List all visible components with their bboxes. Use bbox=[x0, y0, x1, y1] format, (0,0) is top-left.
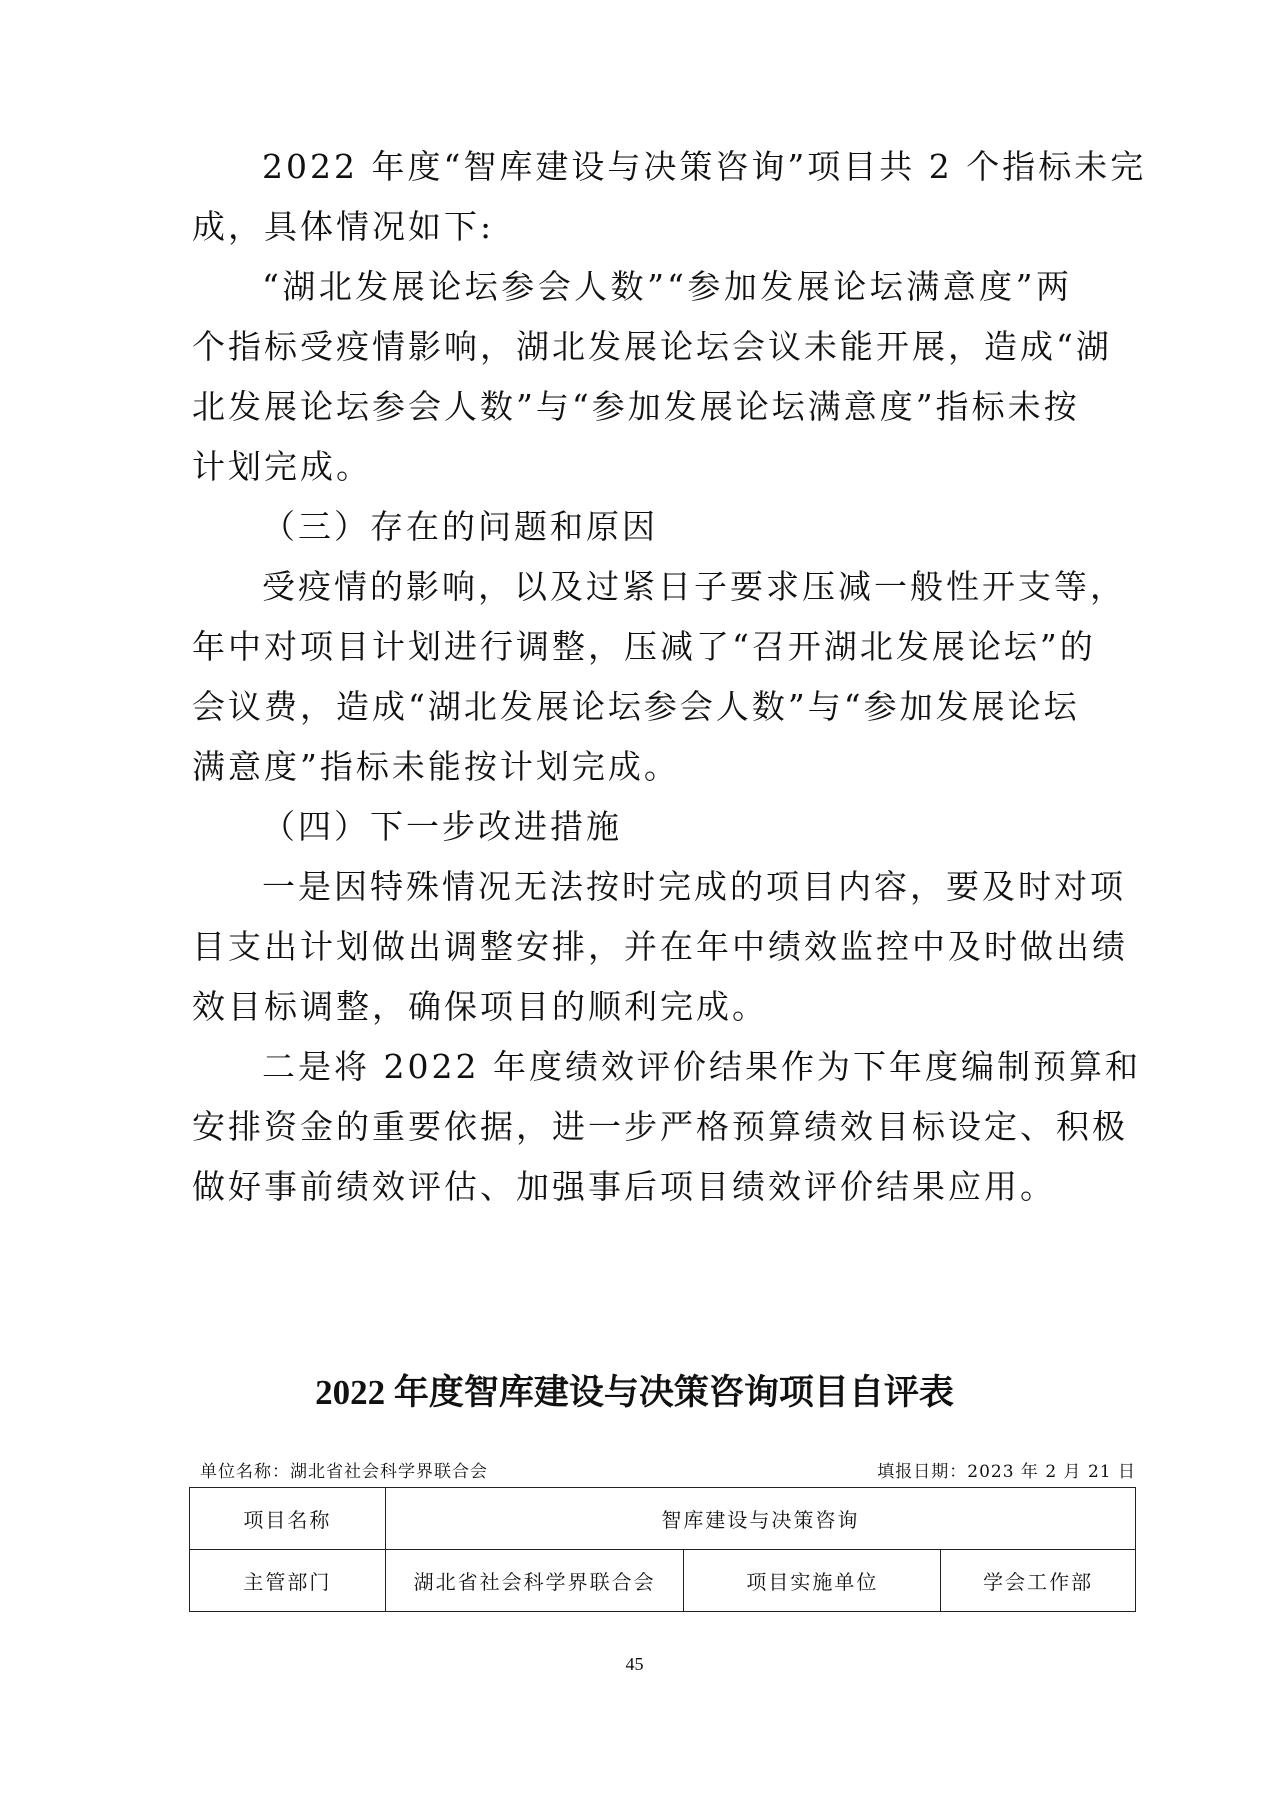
text-line: 效目标调整，确保项目的顺利完成。 bbox=[192, 987, 768, 1026]
text-line: 北发展论坛参会人数”与“参加发展论坛满意度”指标未按 bbox=[192, 387, 1080, 426]
text-line: 满意度”指标未能按计划完成。 bbox=[192, 747, 680, 786]
page-number: 45 bbox=[625, 1654, 644, 1674]
table-cell-value: 智库建设与决策咨询 bbox=[385, 1488, 1135, 1550]
text-line: 年中对项目计划进行调整，压减了“召开湖北发展论坛”的 bbox=[192, 627, 1096, 666]
self-evaluation-table bbox=[189, 1487, 1136, 1612]
text-line: 受疫情的影响，以及过紧日子要求压减一般性开支等， bbox=[262, 567, 1126, 606]
text-line: 个指标受疫情影响，湖北发展论坛会议未能开展，造成“湖 bbox=[192, 327, 1112, 366]
section-heading-4 bbox=[192, 797, 1072, 857]
heading-text: （四）下一步改进措施 bbox=[262, 807, 622, 846]
paragraph-2 bbox=[192, 257, 1112, 497]
text-line: 二是将 2022 年度绩效评价结果作为下年度编制预算和 bbox=[262, 1047, 1141, 1086]
table-cell-value: 学会工作部 bbox=[941, 1550, 1136, 1612]
table-cell-value: 湖北省社会科学界联合会 bbox=[385, 1550, 684, 1612]
text-line: 会议费，造成“湖北发展论坛参会人数”与“参加发展论坛 bbox=[192, 687, 1080, 726]
text-line: 2022 年度“智库建设与决策咨询”项目共 2 个指标未完 bbox=[262, 147, 1147, 186]
text-line: 目支出计划做出调整安排，并在年中绩效监控中及时做出绩 bbox=[192, 927, 1128, 966]
table-title: 2022 年度智库建设与决策咨询项目自评表 bbox=[315, 1373, 954, 1412]
paragraph-4 bbox=[192, 857, 1128, 1037]
text-line: 成，具体情况如下: bbox=[192, 207, 495, 246]
table-row bbox=[190, 1550, 1136, 1612]
table-cell-label: 主管部门 bbox=[190, 1550, 386, 1612]
text-line: 计划完成。 bbox=[192, 447, 372, 486]
text-line: 一是因特殊情况无法按时完成的项目内容，要及时对项 bbox=[262, 867, 1126, 906]
table-cell-label: 项目实施单位 bbox=[684, 1550, 941, 1612]
paragraph-1 bbox=[192, 137, 1147, 257]
table-row bbox=[190, 1488, 1136, 1550]
fill-date: 填报日期：2023 年 2 月 21 日 bbox=[877, 1462, 1136, 1482]
text-line: “湖北发展论坛参会人数”“参加发展论坛满意度”两 bbox=[262, 267, 1072, 306]
text-line: 做好事前绩效评估、加强事后项目绩效评价结果应用。 bbox=[192, 1167, 1056, 1206]
paragraph-5 bbox=[192, 1037, 1141, 1217]
section-heading-3 bbox=[192, 497, 1072, 557]
table-cell-label: 项目名称 bbox=[190, 1488, 386, 1550]
text-line: 安排资金的重要依据，进一步严格预算绩效目标设定、积极 bbox=[192, 1107, 1128, 1146]
paragraph-3 bbox=[192, 557, 1126, 797]
heading-text: （三）存在的问题和原因 bbox=[262, 507, 658, 546]
unit-name: 单位名称：湖北省社会科学界联合会 bbox=[200, 1462, 488, 1482]
